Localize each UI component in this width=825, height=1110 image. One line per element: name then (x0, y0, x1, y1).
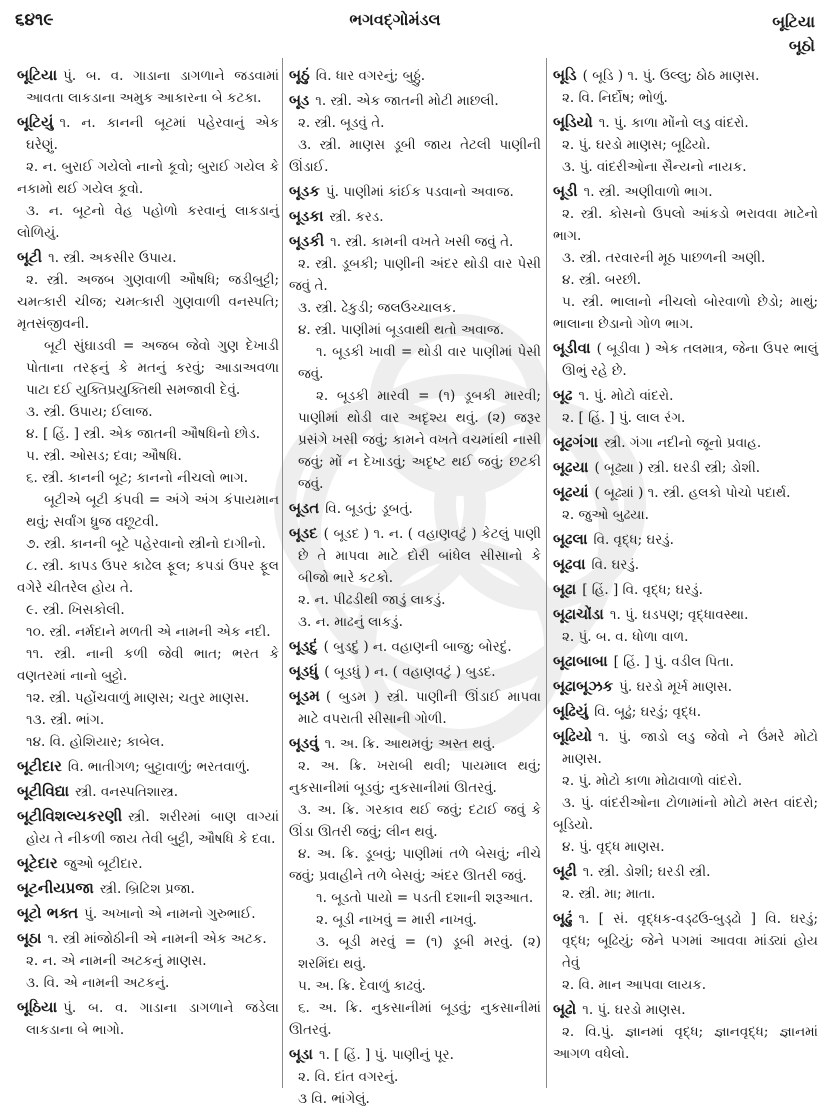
dictionary-entry (17, 852, 279, 875)
guide-words (772, 10, 815, 58)
headword: બૂડક (289, 182, 320, 200)
definition: ( બૂઢ્યાં ) ૧. સ્ત્રી. હલકો પોચો પદાર્થ. (594, 485, 791, 501)
guide-word-last: બૂઠો (788, 36, 815, 55)
definition: ( બૂડિ ) ૧. પું. ઉલ્લુ; ઠોઠ માણસ. (582, 68, 760, 84)
definition: પું. બ. વ. ગાડાના ડાગળાને જડેલા લાકડાના બે ભાગો. (26, 1000, 279, 1038)
sense: ૩. ન. માઢનું લાકડું. (298, 614, 403, 630)
definition: ૧. અ. ક્રિ. આથમવું; અસ્ત થવું. (324, 736, 496, 752)
sense: ૩. પું. વાંદરીઓના ટોળામાંનો મોટો મસ્ત વાંદરો; બૂડિયો. (553, 795, 818, 833)
sense: ૧૨. સ્ત્રી. પહોંચવાળું માણસ; ચતુર માણસ. (26, 690, 250, 706)
headword: બૂઢયા (553, 458, 589, 476)
dictionary-entry (553, 384, 818, 407)
dictionary-entry (289, 205, 541, 228)
sense: ૨. [ હિં. ] પું. લાલ રંગ. (562, 410, 686, 426)
definition: ( બૂડીવા ) એક તલમાત્ર, જેના ઉપર ભાલું ઊભું રહે છે. (562, 341, 818, 379)
dictionary-entry (289, 230, 541, 253)
dictionary-entry (17, 64, 279, 109)
definition: સ્ત્રી. ગંગા નદીનો જૂનો પ્રવાહ. (604, 435, 762, 451)
dictionary-entry (553, 111, 818, 134)
headword: બૂઢો (553, 1000, 577, 1018)
dictionary-entry (289, 497, 541, 520)
column-1 (17, 62, 279, 1092)
dictionary-entry (553, 456, 818, 479)
headword: બૂડિ (553, 66, 577, 84)
idiom: ૨. બૂડકી મારવી = (૧) ડૂબકી મારવી; પાણીમાં થોડી વાર અદૃશ્ય થવું. (૨) જરૂર પ્રસંગે ખસી જવું; કામને વખતે વચમાંથી નાસી જવું; મોં ન દેખાડવું; અદૃષ્ટ થઈ જવું; છટકી જવું. (298, 388, 541, 492)
sense: ૨. પું. બ. વ. ધોળા વાળ. (562, 629, 689, 645)
headword: બૂઢ (553, 386, 573, 404)
definition: ૧. સ્ત્રી. અણીવાળો ભાગ. (583, 184, 713, 200)
definition: વિ. વૃદ્ધ; ઘરડું. (593, 532, 674, 548)
dictionary-entry (289, 1043, 541, 1066)
page-number: ૬૪૧૯ (15, 10, 54, 30)
sense: ૪. સ્ત્રી. બરછી. (562, 272, 642, 288)
idiom: ૨. બૂડી નાખવું = મારી નાખવું. (316, 912, 477, 928)
dictionary-entry (289, 732, 541, 755)
idiom: બૂટી સુંઘાડવી = અજબ જેવો ગુણ દેખાડી પોતાના તરફનું કે મતનું કરવું; આડાઅવળા પાટા દઈ યુક્તિપ્રયુક્તિથી સમજાવી દેવું. (26, 338, 279, 398)
sense: ૮. સ્ત્રી. કાપડ ઉપર કાઢેલ ફૂલ; કપડાં ઉપર ફૂલ વગેરે ચીતરેલ હોય તે. (17, 558, 279, 596)
headword: બૂઢું (553, 909, 573, 927)
headword: બૂડધું (289, 662, 319, 680)
headword: બૂડિયો (553, 113, 593, 131)
headword: બૂડકા (289, 207, 324, 225)
sense: ૨. સ્ત્રી. મા; માતા. (562, 886, 656, 902)
headword: બૂટેદાર (17, 854, 58, 872)
dictionary-entry (553, 180, 818, 203)
sense: ૩. ન. બૂટનો વેહ પહોળો કરવાનું લાકડાનું લોળિયું. (17, 203, 279, 241)
definition: પું. અખાનો એ નામનો ગુરુભાઈ. (84, 906, 256, 922)
dictionary-entry (553, 431, 818, 454)
definition: પું. પાણીમાં કાંઈક પડવાનો અવાજ. (325, 184, 514, 200)
definition: ૧. [ હિં. ] પું. પાણીનું પૂર. (318, 1047, 454, 1063)
dictionary-entry (17, 877, 279, 900)
dictionary-entry (289, 180, 541, 203)
sense: ૨. સ્ત્રી. અજબ ગુણવાળી ઔષધિ; જડીબુટ્ટી; ચમત્કારી ચીજ; ચમત્કારી ગુણવાળી વનસ્પતિ; મૃતસંજીવની. (17, 272, 279, 332)
definition: વિ. બૂઢું; ઘરડું; વૃદ્ધ. (594, 704, 702, 720)
sense: ૧૦. સ્ત્રી. નર્મદાને મળતી એ નામની એક નદી. (26, 624, 271, 640)
sense: ૨. વિ.પું. જ્ઞાનમાં વૃદ્ધ; જ્ઞાનવૃદ્ધ; જ્ઞાનમાં આગળ વધેલો. (553, 1024, 818, 1062)
dictionary-entry (289, 635, 541, 658)
sense: ૯. સ્ત્રી. ખિસકોલી. (26, 602, 125, 618)
definition: ૧. પું. ઘડપણ; વૃદ્ધાવસ્થા. (609, 607, 749, 623)
definition: ૧. ન. કાનની બૂટમાં પહેરવાનું એક ઘરેણું. (26, 115, 279, 153)
headword: બૂડમ (289, 687, 320, 705)
headword: બૂઢા (553, 580, 577, 598)
sense: ૩. સ્ત્રી. માણસ ડૂબી જાય તેટલી પાણીની ઊંડાઈ. (289, 137, 541, 175)
dictionary-entry (17, 902, 279, 925)
column-divider (546, 58, 547, 1088)
dictionary-entry (553, 725, 818, 770)
definition: ૧. પું. કાળા મોંનો લડુ વાંદરો. (598, 115, 749, 131)
headword: બૂડત (289, 499, 320, 517)
definition: જુઓ બૂટીદાર. (63, 856, 143, 872)
sense: ૫. સ્ત્રી. ઓસડ; દવા; ઔષધિ. (26, 448, 182, 464)
headword: બૂટો ભક્ત (17, 904, 79, 922)
sense: ૩. સ્ત્રી. ઉપાય; ઈલાજ. (26, 404, 153, 420)
sense: ૨. જુઓ બુઢયા. (562, 507, 649, 523)
dictionary-entry (17, 246, 279, 269)
definition: ૧. પું. મોટો વાંદરો. (578, 388, 674, 404)
headword: બૂઢી (553, 862, 577, 880)
dictionary-entry (289, 64, 541, 87)
sense: ૪. [ હિં. ] સ્ત્રી. એક જાતની ઔષધિનો છોડ. (26, 426, 261, 442)
definition: ૧. સ્ત્રી માંજોઠીની એ નામની એક અટક. (47, 931, 267, 947)
sense: ૫. અ. ક્રિ. દેવાળું કાઢવું. (298, 978, 426, 994)
guide-word-first: બૂટિયા (772, 12, 815, 31)
dictionary-entry (289, 660, 541, 683)
headword: બૂઢવા (553, 555, 586, 573)
definition: ૧. પું. જાડો લડુ જેવો ને ઉંમરે મોટો માણસ. (562, 729, 818, 767)
sense: ૩. પું. વાંદરીઓના સૈન્યનો નાયક. (562, 159, 747, 175)
headword: બૂડીવા (553, 339, 591, 357)
definition: સ્ત્રી. બ્રિટિશ પ્રજા. (99, 881, 195, 897)
headword: બૂઢિયો (553, 727, 592, 745)
sense: ૨. ન. પીઢડીથી જાડું લાકડું. (298, 592, 446, 608)
sense: ૨. પું. મોટો કાળા મોઢાવાળો વાંદરો. (562, 773, 742, 789)
headword: બૂઢગંગા (553, 433, 599, 451)
dictionary-entry (17, 927, 279, 950)
dictionary-entry (17, 805, 279, 850)
definition: ( બુડદું ) ન. વહાણની બાજુ; બોરદું. (323, 639, 512, 655)
headword: બૂટિયા (17, 66, 58, 84)
sense: ૩. સ્ત્રી. તરવારની મૂઠ પાછળની અણી. (562, 250, 766, 266)
definition: [ હિં. ] પું. વડીલ પિતા. (613, 654, 734, 670)
sense: ૩ વિ. ભાંગેલું. (298, 1091, 370, 1107)
headword: બૂઠા (17, 929, 42, 947)
dictionary-entry (17, 755, 279, 778)
headword: બૂડા (289, 1045, 313, 1063)
headword: બૂટીદાર (17, 757, 62, 775)
sense: ૨. પું. ઘરડો માણસ; બૂઢિયો. (562, 137, 711, 153)
headword: બૂઢલા (553, 530, 588, 548)
dictionary-entry (17, 780, 279, 803)
sense: ૨. વિ. નિર્દોષ; ભોળું. (562, 90, 668, 106)
headword: બૂડદું (289, 637, 318, 655)
sense: ૨. વિ. દાંત વગરનું. (298, 1069, 399, 1085)
sense: ૩. વિ. એ નામની અટકનું. (26, 975, 170, 991)
sense: ૭. સ્ત્રી. કાનની બૂટે પહેરવાનો સ્ત્રીનો દાગીનો. (26, 536, 266, 552)
running-title: ભગવદ્ગોમંડલ (349, 10, 441, 29)
idiom: ૧. બૂડકી ખાવી = થોડી વાર પાણીમાં પેસી જવું. (298, 344, 541, 382)
headword: બૂડદ (289, 524, 318, 542)
sense: ૬. અ. ક્રિ. નુકસાનીમાં બૂડવું; નુકસાનીમાં ઊતરવું. (289, 1000, 541, 1038)
definition: પું. ઘરડો મૂર્ખ માણસ. (619, 679, 733, 695)
dictionary-entry (553, 998, 818, 1021)
sense: ૪. સ્ત્રી. પાણીમાં બૂડવાથી થતો અવાજ. (298, 322, 504, 338)
dictionary-entry (553, 64, 818, 87)
column-2 (289, 62, 541, 1107)
column-divider (282, 58, 283, 1088)
definition: સ્ત્રી. કરડ. (329, 209, 384, 225)
sense: ૨. સ્ત્રી. ડૂબકી; પાણીની અંદર થોડી વાર પેસી જવું તે. (289, 256, 541, 294)
dictionary-entry (289, 685, 541, 730)
sense: ૨. વિ. માન આપવા લાયક. (562, 977, 707, 993)
sense: ૪. પું. વૃદ્ધ માણસ. (562, 839, 665, 855)
definition: ૧. [ સં. વૃદ્ધક-વડ્ઢઉ-બુડ્ઢો ] વિ. ઘરડું; વૃદ્ધ; બૂઢિયું; જેને પગમાં આવવા માંડ્યાં હોય તેવું (562, 911, 818, 971)
idiom: ૩. બૂડી મરવું = (૧) ડૂબી મરવું. (૨) શરમિંદા થવું. (298, 934, 541, 972)
sense: ૨. સ્ત્રી. બૂડવું તે. (298, 115, 385, 131)
headword: બૂઢાબાબા (553, 652, 608, 670)
headword: બૂડ (289, 91, 310, 109)
sense: ૩. અ. ક્રિ. ગરકાવ થઈ જવું; દટાઈ જવું કે ઊંડા ઊતરી જવું; લીન થવું. (289, 802, 541, 840)
headword: બૂટિયું (17, 113, 54, 131)
definition: વિ. ધાર વગરનું; બુઠ્ઠું. (315, 68, 426, 84)
sense: ૩. સ્ત્રી. ઢેકુડી; જલઉચ્ચાલક. (298, 300, 457, 316)
definition: ૧. સ્ત્રી. કામની વખતે ખસી જવું તે. (330, 234, 514, 250)
dictionary-entry (553, 907, 818, 974)
idiom: બૂટીએ બૂટી કંપવી = અંગે અંગ કંપાયમાન થવું; સર્વાંગ ધ્રુજ વછૂટવી. (26, 492, 279, 530)
dictionary-entry (289, 89, 541, 112)
sense: ૧૧. સ્ત્રી. નાની કળી જેવી ભાત; ભરત કે વણતરમાં નાનો બુટ્ટો. (17, 646, 279, 684)
dictionary-entry (553, 578, 818, 601)
dictionary-entry (553, 553, 818, 576)
sense: ૧૩. સ્ત્રી. ભાંગ. (26, 712, 105, 728)
sense: ૨. સ્ત્રી. કોસનો ઉપલો આંકડો ભરાવવા માટેનો ભાગ. (553, 206, 818, 244)
definition: વિ. બૂડતું; ડૂબતું. (325, 501, 413, 517)
dictionary-entry (553, 675, 818, 698)
dictionary-entry (17, 111, 279, 156)
definition: ( બૂડદ ) ૧. ન. ( વહાણવટું ) કેટલું પાણી છે તે માપવા માટે દોરી બાંધેલ સીસાનો કે બીજો ભારે કટકો. (298, 526, 541, 586)
headword: બૂઢિયું (553, 702, 589, 720)
definition: પું. બ. વ. ગાડાના ડાગળાને જડવામાં આવતા લાકડાના અમુક આકારના બે કટકા. (26, 68, 279, 106)
headword: બૂટીવિદ્યા (17, 782, 70, 800)
headword: બૂઠિયા (17, 998, 58, 1016)
headword: બૂડવું (289, 734, 319, 752)
headword: બૂઢાચોંડા (553, 605, 604, 623)
headword: બૂઢાબૂઝક (553, 677, 614, 695)
dictionary-entry (289, 522, 541, 589)
sense: ૨. ન. બુરાઈ ગયેલો નાનો કૂવો; બુરાઈ ગયેલ કે નકામો થઈ ગયેલ કૂવો. (17, 159, 279, 197)
sense: ૨. અ. ક્રિ. ખરાબી થવી; પાયમાલ થવું; નુકસાનીમાં બૂડવું; નુકસાનીમાં ઊતરવું. (289, 758, 541, 796)
dictionary-entry (553, 337, 818, 382)
headword: બૂડી (553, 182, 578, 200)
definition: ૧. પું. ઘરડો માણસ. (582, 1002, 686, 1018)
definition: ૧. સ્ત્રી. અકસીર ઉપાય. (48, 250, 177, 266)
definition: વિ. ભાતીગળ; બુટ્ટાવાળું; ભરતવાળું. (67, 759, 250, 775)
headword: બૂટી (17, 248, 43, 266)
dictionary-entry (553, 481, 818, 504)
definition: ( બુડમ ) સ્ત્રી. પાણીની ઊંડાઈ માપવા માટે વપરાતી સીસાની ગોળી. (298, 689, 541, 727)
column-3 (553, 62, 818, 1092)
sense: ૬. સ્ત્રી. કાનની બૂટ; કાનનો નીચલો ભાગ. (26, 470, 248, 486)
headword: બૂટીવિશલ્યકરણી (17, 807, 123, 825)
headword: બૂડકી (289, 232, 325, 250)
definition: સ્ત્રી. વનસ્પતિશાસ્ત્ર. (75, 784, 179, 800)
idiom: ૧. બૂડતો પાયો = પડતી દશાની શરૂઆત. (316, 890, 534, 906)
definition: સ્ત્રી. શરીરમાં બાણ વાગ્યાં હોય તે નીકળી જાય તેવી બુટ્ટી, ઔષધિ કે દવા. (26, 809, 279, 847)
headword: બૂટનીયપ્રજા (17, 879, 94, 897)
dictionary-entry (553, 860, 818, 883)
dictionary-entry (553, 528, 818, 551)
headword: બૂઢયાં (553, 483, 589, 501)
definition: ( બૂડધું ) ન. ( વહાણવટું ) બુડદ. (324, 664, 496, 680)
definition: ૧. સ્ત્રી. એક જાતની મોટી માછલી. (315, 93, 499, 109)
sense: ૧૪. વિ. હોશિયાર; કાબેલ. (26, 734, 165, 750)
definition: ૧. સ્ત્રી. ડોશી; ઘરડી સ્ત્રી. (582, 864, 711, 880)
dictionary-entry (553, 603, 818, 626)
definition: ( બૂઢ્યા ) સ્ત્રી. ઘરડી સ્ત્રી; ડોશી. (594, 460, 761, 476)
dictionary-entry (17, 996, 279, 1041)
sense: ૪. અ. ક્રિ. ડૂબવું; પાણીમાં તળે બેસવું; નીચે જવું; પ્રવાહીને તળે બેસવું; અંદર ઊતરી જવું. (289, 846, 541, 884)
sense: ૨. ન. એ નામની અટકનું માણસ. (26, 953, 207, 969)
dictionary-entry (553, 700, 818, 723)
headword: બૂઠું (289, 66, 310, 84)
definition: [ હિં. ] વિ. વૃદ્ધ; ઘરડું. (582, 582, 703, 598)
definition: વિ. ઘરડું. (591, 557, 640, 573)
dictionary-entry (553, 650, 818, 673)
sense: ૫. સ્ત્રી. ભાલાનો નીચલો બોરવાળો છેડો; માથું; ભાલાના છેડાનો ગોળ ભાગ. (553, 294, 818, 332)
